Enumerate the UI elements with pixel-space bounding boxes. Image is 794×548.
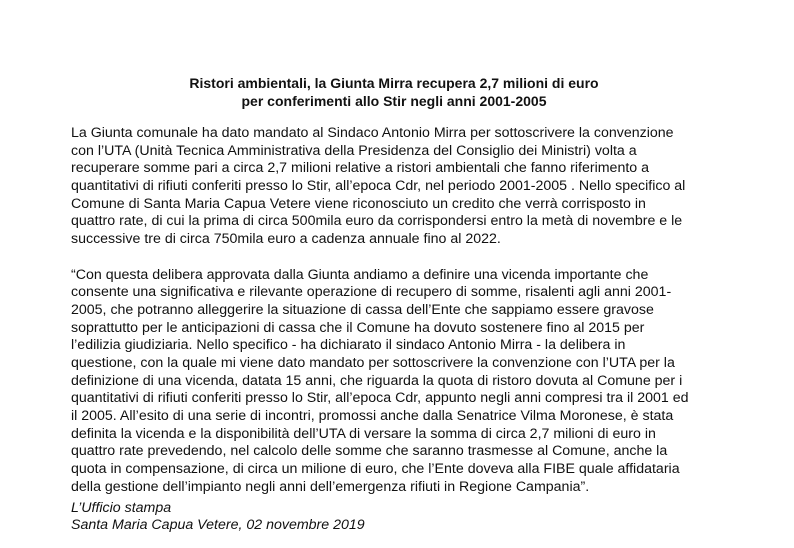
paragraph-1-line: recuperare somme pari a circa 2,7 milioni relative a ristori ambientali che fanno riferimento a bbox=[71, 160, 649, 177]
paragraph-2-line: il 2005. All’esito di una serie di incontri, promossi anche dalla Senatrice Vilma Moronese, è stata bbox=[71, 408, 674, 424]
paragraph-2-line: l’edilizia giudiziaria. Nello specifico - ha dichiarato il sindaco Antonio Mirra - la delibera in bbox=[71, 337, 626, 354]
signature-place-date: Santa Maria Capua Vetere, 02 novembre 2019 bbox=[71, 517, 365, 533]
paragraph-2-line: “Con questa delibera approvata dalla Giunta andiamo a definire una vicenda importante che bbox=[71, 266, 649, 283]
signature-office: L’Ufficio stampa bbox=[71, 500, 172, 516]
title-line-2: per conferimenti allo Stir negli anni 2001-2005 bbox=[241, 93, 547, 109]
title-line-1: Ristori ambientali, la Giunta Mirra recupera 2,7 milioni di euro bbox=[189, 75, 599, 91]
paragraph-2-line: della gestione dell’impianto negli anni dell’emergenza rifiuti in Regione Campania”. bbox=[71, 478, 590, 495]
paragraph-2-line: 2005, che potranno alleggerire la situazione di cassa dell’Ente che sappiamo essere gravose bbox=[71, 301, 654, 318]
paragraph-2-line: definita la vicenda e la disponibilità dell’UTA di versare la somma di circa 2,7 milioni di euro in bbox=[71, 425, 656, 442]
document-body bbox=[71, 125, 731, 496]
paragraph-1-line: successive tre di circa 750mila euro a cadenza annuale fino al 2022. bbox=[71, 231, 501, 248]
paragraph-1-line: quantitativi di rifiuti conferiti presso lo Stir, all’epoca Cdr, nel periodo 2001-2005 . Nello specifico al bbox=[71, 178, 686, 195]
paragraph-2-line: quantitativi di rifiuti conferiti presso lo Stir, all’epoca Cdr, appunto negli anni compresi tra il 2001 ed bbox=[71, 390, 689, 407]
paragraph-1-line: con l’UTA (Unità Tecnica Amministrativa della Presidenza del Consiglio dei Ministri) volta a bbox=[71, 142, 637, 159]
paragraph-1-line: quattro rate, di cui la prima di circa 500mila euro da corrispondersi entro la metà di novembre e le bbox=[71, 213, 683, 230]
paragraph-1-line: La Giunta comunale ha dato mandato al Sindaco Antonio Mirra per sottoscrivere la convenzione bbox=[71, 125, 674, 141]
paragraph-2-line: definizione di una vicenda, datata 15 anni, che riguarda la quota di ristoro dovuta al Comune per i bbox=[71, 372, 683, 389]
paragraph-2-line: quota in compensazione, di circa un milione di euro, che l’Ente doveva alla FIBE quale affidataria bbox=[71, 461, 680, 478]
paragraph-2-line: quattro rate prevedendo, nel calcolo delle somme che saranno trasmesse al Comune, anche la bbox=[71, 443, 668, 460]
paragraph-1-line: Comune di Santa Maria Capua Vetere viene riconosciuto un credito che verrà corrisposto in bbox=[71, 195, 646, 212]
paragraph-2 bbox=[71, 267, 731, 497]
paragraph-2-line: soprattutto per le anticipazioni di cassa che il Comune ha dovuto sostenere fino al 2015 per bbox=[71, 319, 645, 336]
paragraph-2-line: questione, con la quale mi viene dato mandato per sottoscrivere la convenzione con l’UTA per la bbox=[71, 354, 675, 371]
paragraph-2-line: consente una significativa e rilevante operazione di recupero di somme, risalenti agli anni 2001- bbox=[71, 284, 672, 301]
paragraph-1 bbox=[71, 125, 731, 249]
paragraph-spacer bbox=[71, 249, 731, 267]
